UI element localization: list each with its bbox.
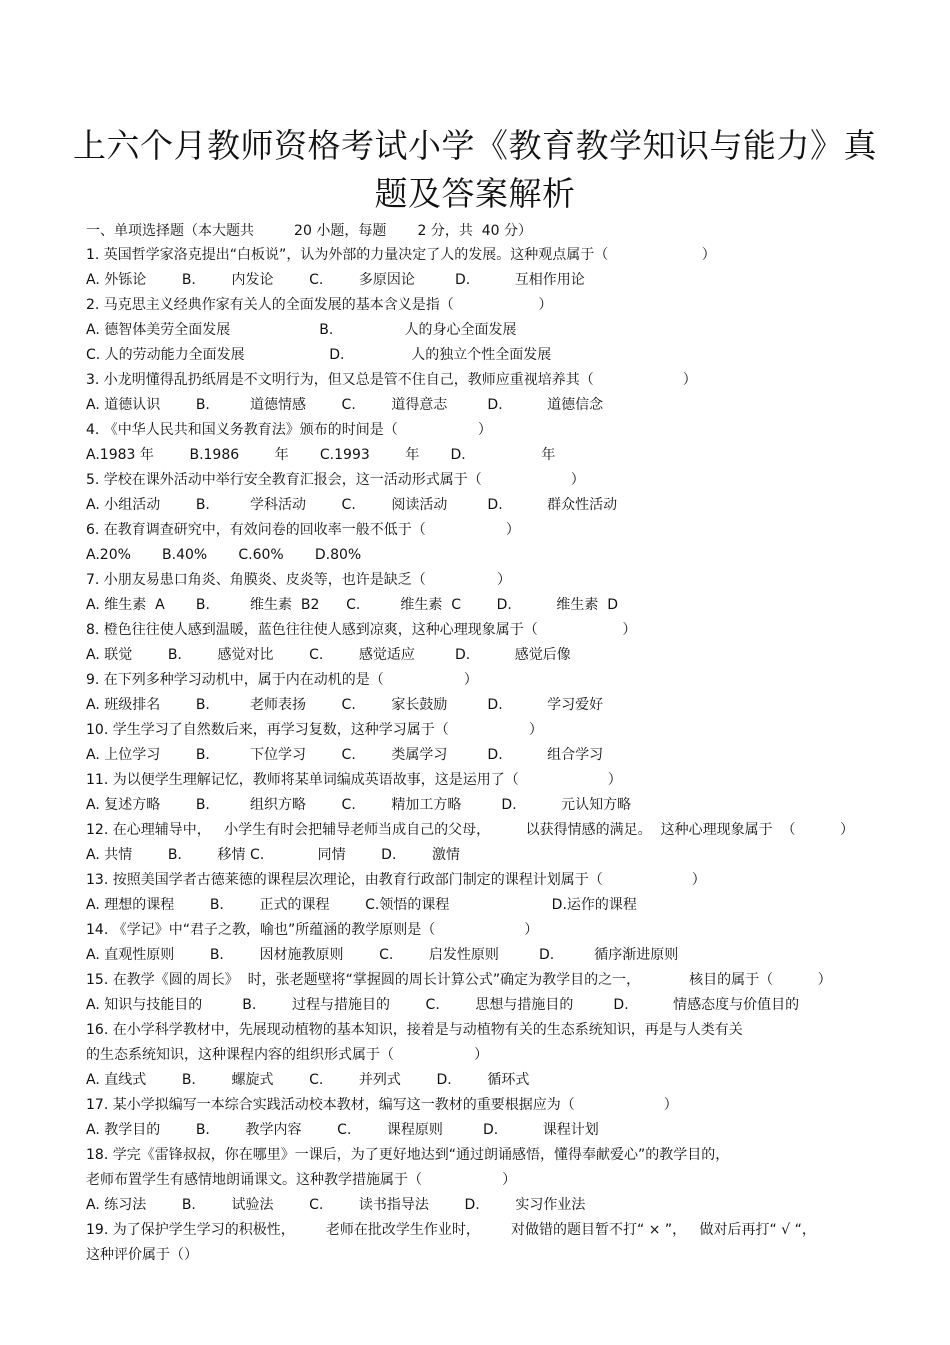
- options-11: A. 复述方略 B. 组织方略 C. 精加工方略 D. 元认知方略: [86, 797, 632, 813]
- question-17: 17. 某小学拟编写一本综合实践活动校本教材，编写这一教材的重要根据应为（ ）: [86, 1097, 678, 1113]
- question-4: 4. 《中华人民共和国义务教育法》颁布的时间是（ ）: [86, 422, 492, 438]
- options-13: A. 理想的课程 B. 正式的课程 C.领悟的课程 D.运作的课程: [86, 897, 637, 913]
- question-5: 5. 学校在课外活动中举行安全教育汇报会，这一活动形式属于（ ）: [86, 472, 585, 488]
- options-9: A. 班级排名 B. 老师表扬 C. 家长鼓励 D. 学习爱好: [86, 697, 604, 713]
- options-12: A. 共情 B. 移情 C. 同情 D. 激情: [86, 847, 461, 863]
- options-2-b: C. 人的劳动能力全面发展 D. 人的独立个性全面发展: [86, 347, 552, 363]
- options-14: A. 直观性原则 B. 因材施教原则 C. 启发性原则 D. 循序渐进原则: [86, 947, 679, 963]
- question-16-line-1: 16. 在小学科学教材中，先展现动植物的基本知识，接着是与动植物有关的生态系统知识，再是与人类有关: [86, 1022, 743, 1038]
- options-10: A. 上位学习 B. 下位学习 C. 类属学习 D. 组合学习: [86, 747, 604, 763]
- question-13: 13. 按照美国学者古德莱德的课程层次理论，由教育行政部门制定的课程计划属于（ ）: [86, 872, 706, 888]
- options-8: A. 联觉 B. 感觉对比 C. 感觉适应 D. 感觉后像: [86, 647, 571, 663]
- options-4: A.1983 年 B.1986 年 C.1993 年 D. 年: [86, 447, 556, 463]
- question-6: 6. 在教育调查研究中，有效问卷的回收率一般不低于（ ）: [86, 522, 520, 538]
- options-17: A. 教学目的 B. 教学内容 C. 课程原则 D. 课程计划: [86, 1122, 599, 1138]
- options-1: A. 外铄论 B. 内发论 C. 多原因论 D. 互相作用论: [86, 272, 585, 288]
- title-line-1: 上六个月教师资格考试小学《教育教学知识与能力》真: [73, 126, 877, 165]
- options-2-a: A. 德智体美劳全面发展 B. 人的身心全面发展: [86, 322, 517, 338]
- question-11: 11. 为以便学生理解记忆，教师将某单词编成英语故事，这是运用了（ ）: [86, 772, 622, 788]
- options-5: A. 小组活动 B. 学科活动 C. 阅读活动 D. 群众性活动: [86, 497, 618, 513]
- document-title: [40, 122, 910, 218]
- question-16-line-2: 的生态系统知识，这种课程内容的组织形式属于（ ）: [86, 1047, 489, 1063]
- question-9: 9. 在下列多种学习动机中，属于内在动机的是（ ）: [86, 672, 478, 688]
- question-12: 12. 在心理辅导中， 小学生有时会把辅导老师当成自己的父母， 以获得情感的满足。 这种心理现象属于 （ ）: [86, 822, 854, 838]
- question-18-line-2: 老师布置学生有感情地朗诵课文。这种教学措施属于（ ）: [86, 1172, 517, 1188]
- question-19-line-2: 这种评价属于（）: [86, 1247, 198, 1263]
- question-7: 7. 小朋友易患口角炎、角膜炎、皮炎等，也许是缺乏（ ）: [86, 572, 512, 588]
- question-2: 2. 马克思主义经典作家有关人的全面发展的基本含义是指（ ）: [86, 297, 553, 313]
- question-10: 10. 学生学习了自然数后来，再学习复数，这种学习属于（ ）: [86, 722, 543, 738]
- question-1: 1. 英国哲学家洛克提出“白板说”，认为外部的力量决定了人的发展。这种观点属于（ ）: [86, 247, 716, 263]
- options-18: A. 练习法 B. 试验法 C. 读书指导法 D. 实习作业法: [86, 1197, 586, 1213]
- title-line-2: 题及答案解析: [374, 174, 576, 213]
- question-19-line-1: 19. 为了保护学生学习的积极性， 老师在批改学生作业时， 对做错的题目暂不打“ × ”， 做对后再打“ √ “，: [86, 1222, 816, 1238]
- section-heading: 一、单项选择题（本大题共 20 小题，每题 2 分，共 40 分）: [86, 223, 532, 239]
- question-15: 15. 在教学《圆的周长》 时，张老题壁将“掌握圆的周长计算公式”确定为教学目的之一， 核目的属于（ ）: [86, 972, 832, 988]
- question-18-line-1: 18. 学完《雷锋叔叔，你在哪里》一课后，为了更好地达到“通过朗诵感悟，懂得奉献爱心”的教学目的，: [86, 1147, 730, 1163]
- question-14: 14. 《学记》中“君子之教，喻也”所蕴涵的教学原则是（ ）: [86, 922, 539, 938]
- options-7: A. 维生素 A B. 维生素 B2 C. 维生素 C D. 维生素 D: [86, 597, 619, 613]
- options-3: A. 道德认识 B. 道德情感 C. 道得意志 D. 道德信念: [86, 397, 604, 413]
- options-16: A. 直线式 B. 螺旋式 C. 并列式 D. 循环式: [86, 1072, 530, 1088]
- question-3: 3. 小龙明懂得乱扔纸屑是不文明行为，但又总是管不住自己，教师应重视培养其（ ）: [86, 372, 697, 388]
- options-6: A.20% B.40% C.60% D.80%: [86, 547, 362, 563]
- options-15: A. 知识与技能目的 B. 过程与措施目的 C. 思想与措施目的 D. 情感态度与价值目的: [86, 997, 800, 1013]
- question-8: 8. 橙色往往使人感到温暖，蓝色往往使人感到凉爽，这种心理现象属于（ ）: [86, 622, 637, 638]
